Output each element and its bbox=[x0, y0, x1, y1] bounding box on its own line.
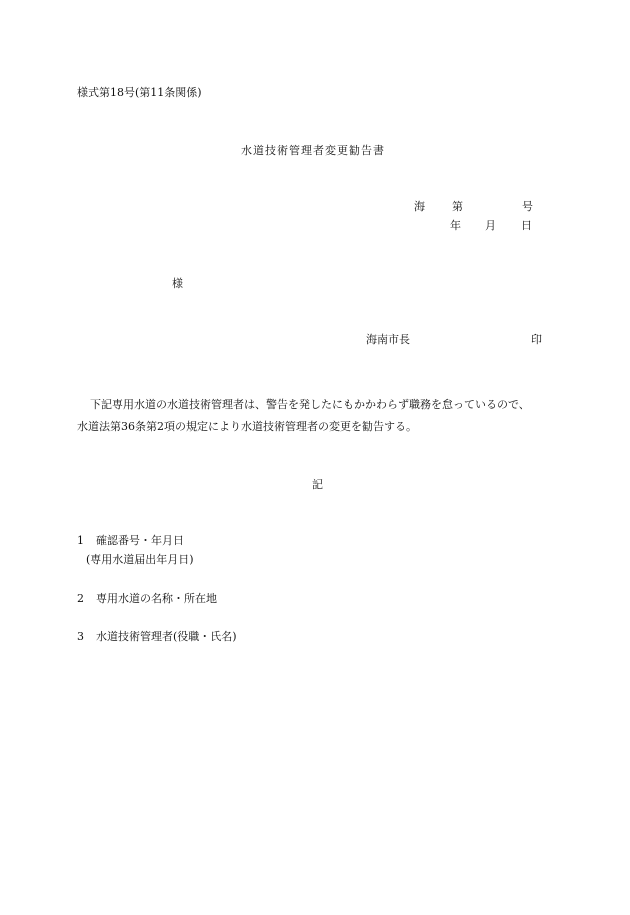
doc-number-prefix: 海 bbox=[414, 200, 425, 213]
list-item bbox=[77, 628, 237, 644]
document-title: 水道技術管理者変更勧告書 bbox=[241, 144, 385, 157]
list-item bbox=[77, 590, 217, 606]
seal-mark: 印 bbox=[531, 333, 542, 346]
item-text: 確認番号・年月日 bbox=[96, 534, 184, 547]
item-number: 2 bbox=[77, 592, 84, 605]
item-subtext: (専用水道届出年月日) bbox=[86, 553, 194, 566]
item-number: 1 bbox=[77, 534, 84, 547]
body-text-line2: 水道法第36条第2項の規定により水道技術管理者の変更を勧告する。 bbox=[77, 420, 417, 433]
date-year: 年 bbox=[450, 219, 461, 232]
date-day: 日 bbox=[521, 219, 532, 232]
addressee-suffix: 様 bbox=[172, 277, 183, 290]
ki-heading: 記 bbox=[312, 478, 323, 491]
item-number: 3 bbox=[77, 630, 84, 643]
doc-number-go: 号 bbox=[522, 200, 533, 213]
doc-number-dai: 第 bbox=[452, 200, 463, 213]
form-label: 様式第18号(第11条関係) bbox=[77, 86, 202, 99]
issuer-name: 海南市長 bbox=[366, 333, 410, 346]
item-text: 専用水道の名称・所在地 bbox=[96, 592, 217, 605]
list-item bbox=[77, 532, 184, 548]
item-text: 水道技術管理者(役職・氏名) bbox=[96, 630, 237, 643]
body-text-line1: 下記専用水道の水道技術管理者は、警告を発したにもかかわらず職務を怠っているので、 bbox=[90, 398, 530, 411]
date-month: 月 bbox=[485, 219, 496, 232]
